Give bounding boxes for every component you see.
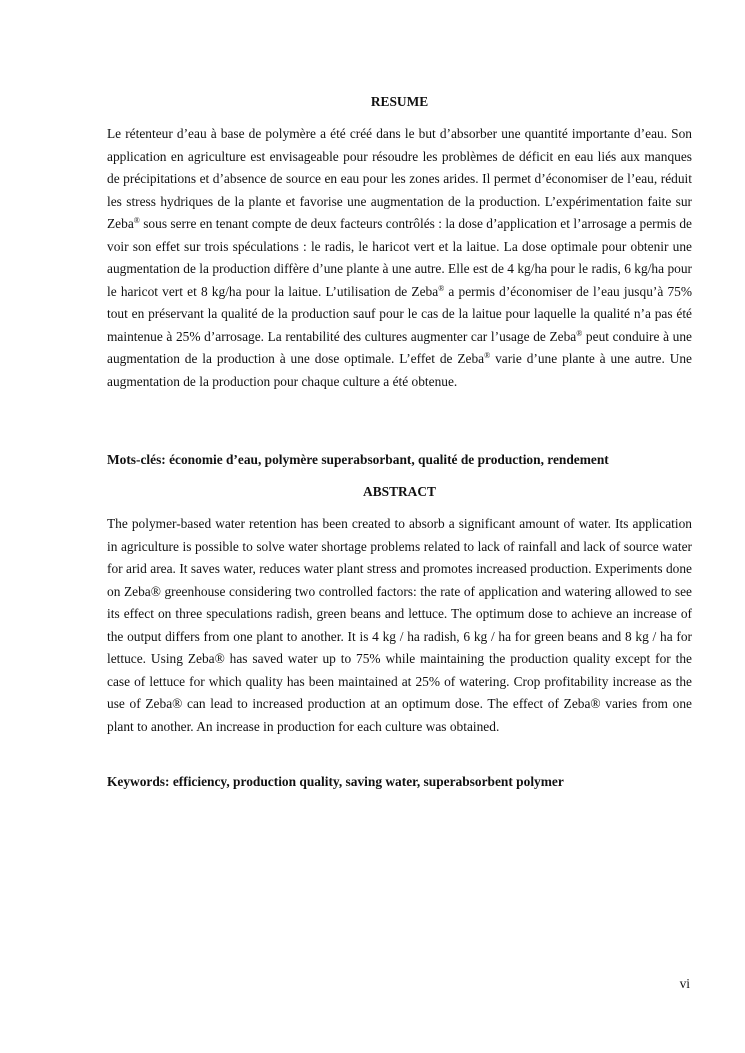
page-number: vi bbox=[679, 976, 690, 991]
resume-keywords: Mots-clés: économie d’eau, polymère superabsorbant, qualité de production, rendement bbox=[107, 452, 609, 467]
abstract-heading: ABSTRACT bbox=[363, 484, 436, 499]
resume-text-part-1: Le rétenteur d’eau à base de polymère a été créé dans le but d’absorber une quantité importante d’eau. Son application en agriculture est envisageable pour résoudre les problèmes de déficit en eau liés aux manques de précipitations et d’absence de source en eau pour les zones arides. Il permet d’économiser de l’eau, réduit les stress hydriques de la plante et favorise une augmentation de la production. L’expérimentation faite sur Zeba bbox=[107, 126, 692, 232]
resume-text-part-4: peut conduire à une augmentation de la production à une dose optimale. L’effet de Zeba bbox=[107, 328, 692, 367]
resume-heading: RESUME bbox=[370, 94, 429, 109]
registered-mark: ® bbox=[576, 328, 583, 338]
resume-paragraph bbox=[107, 123, 692, 394]
resume-text-part-3: a permis d’économiser de l’eau jusqu’à 75% tout en préservant la qualité de la production sauf pour le cas de la laitue pour laquelle la qualité n’a pas été maintenue à 25% d’arrosage. La rentabilité des cultures augmenter car l’usage de Zeba bbox=[107, 283, 692, 344]
registered-mark: ® bbox=[133, 216, 140, 226]
abstract-paragraph: The polymer-based water retention has been created to absorb a significant amount of water. Its application in agriculture is possible to solve water shortage problems related to lack of rainfall and lack of source water for arid area. It saves water, reduces water plant stress and promotes increased production. Experiments done on Zeba® greenhouse considering two controlled factors: the rate of application and watering allowed to see its effect on three speculations radish, green beans and lettuce. The optimum dose to achieve an increase of the output differs from one plant to another. It is 4 kg / ha radish, 6 kg / ha for green beans and 8 kg / ha for lettuce. Using Zeba® has saved water up to 75% while maintaining the production quality except for the case of lettuce for which quality has been maintained at 25% of watering. Crop profitability increase as the use of Zeba® can lead to increased production at an optimum dose. The effect of Zeba® varies from one plant to another. An increase in production for each culture was obtained. bbox=[107, 516, 692, 734]
resume-text-part-5: varie d’une plante à une autre. Une augmentation de la production pour chaque culture a été obtenue. bbox=[107, 351, 692, 390]
registered-mark: ® bbox=[438, 283, 445, 293]
registered-mark: ® bbox=[484, 351, 491, 361]
resume-text-part-2: sous serre en tenant compte de deux facteurs contrôlés : la dose d’application et l’arrosage a permis de voir son effet sur trois spéculations : le radis, le haricot vert et la laitue. La dose optimale pour obtenir une augmentation de la production diffère d’une plante à une autre. Elle est de 4 kg/ha pour le radis, 6 kg/ha pour le haricot vert et 8 kg/ha pour la laitue. L’utilisation de Zeba bbox=[107, 216, 692, 299]
abstract-keywords: Keywords: efficiency, production quality, saving water, superabsorbent polymer bbox=[107, 774, 564, 789]
